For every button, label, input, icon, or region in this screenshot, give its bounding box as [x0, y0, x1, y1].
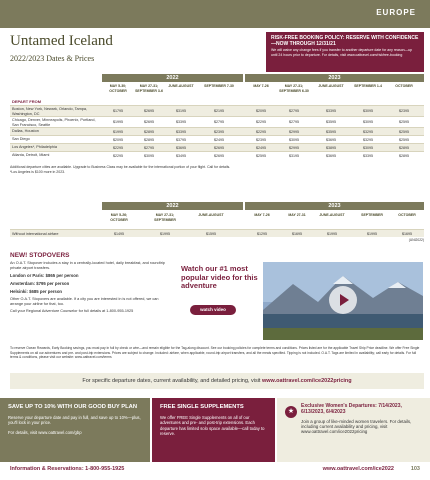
departure-city: Atlanta, Detroit, Miami — [12, 153, 50, 157]
promo-banner[interactable] — [266, 32, 424, 72]
top-header-bar — [0, 0, 430, 28]
table-notes — [10, 165, 424, 175]
price-cell: $2895 — [144, 129, 154, 134]
column-header: MAY 27-31; SEPTEMBER 6-30 — [279, 84, 309, 93]
price-cell: $2795 — [214, 120, 224, 125]
price-cell: $3695 — [326, 153, 336, 158]
price-cell: $3095 — [144, 153, 154, 158]
price-cell: $2395 — [399, 109, 409, 114]
price-cell: $3395 — [176, 129, 186, 134]
price-cell: $2895 — [144, 137, 154, 142]
pricing-table-land-only — [10, 202, 424, 242]
star-icon: ★ — [285, 406, 297, 418]
table-row — [10, 229, 424, 237]
price-cell: $2295 — [113, 153, 123, 158]
price-cell: $2695 — [144, 120, 154, 125]
price-cell: $2495 — [256, 145, 266, 150]
promo-body: We will waive any change fees if you transfer to another departure date for any reason—up until 24 hours prior to departure. For details, visit www.oattravel.com/riskfree-booking — [271, 48, 412, 57]
price-cell: $2595 — [399, 129, 409, 134]
stopovers-call: Call your Regional Adventure Counselor for full details at 1-800-955-1925 — [10, 309, 134, 313]
table-row — [10, 143, 424, 151]
price-cell: $1795 — [113, 109, 123, 114]
pricing-cta — [10, 373, 424, 389]
price-cell: $2995 — [289, 129, 299, 134]
depart-from-header: DEPART FROM — [12, 99, 42, 104]
video-thumbnail[interactable] — [263, 262, 423, 340]
price-cell: $2695 — [214, 153, 224, 158]
price-cell: $1695 — [402, 231, 412, 236]
video-promo — [181, 265, 259, 327]
price-cell: $2195 — [214, 109, 224, 114]
price-cell: $3895 — [326, 145, 336, 150]
column-header: JUNE-AUGUST — [318, 84, 344, 88]
trip-title: Untamed Iceland — [10, 33, 113, 49]
column-header: MAY 5-30; OCTOBER — [109, 84, 127, 93]
column-header: MAY 27-31 — [288, 213, 306, 217]
departure-city: Dallas, Houston — [12, 129, 39, 133]
column-header: JUNE-AUGUST — [198, 213, 224, 217]
stopovers-intro: An O.A.T. Stopover includes a stay in a centrally-located hotel, daily breakfast, and roundtrip private airport transfers. — [10, 261, 165, 270]
column-header: MAY 7-26 — [253, 84, 269, 88]
price-cell: $3395 — [326, 109, 336, 114]
table-row — [10, 151, 424, 159]
page-footer — [0, 462, 430, 480]
row-label: Without international airfare — [12, 231, 59, 236]
cta-prefix: For specific departure dates, current availability, and detailed pricing, visit — [82, 378, 261, 384]
good-buy-title: SAVE UP TO 10% WITH OUR GOOD BUY PLAN — [8, 404, 138, 410]
price-cell: $2795 — [144, 145, 154, 150]
trip-code: (UNI2022) — [408, 238, 424, 242]
price-cell: $2495 — [214, 137, 224, 142]
watch-video-button[interactable]: watch video — [190, 305, 236, 315]
stopover-helsinki: Helsinki: $685 per person — [10, 289, 63, 294]
price-cell: $1995 — [367, 231, 377, 236]
note-los-angeles: *Los Angeles is $100 more in 2023. — [10, 170, 66, 174]
price-cell: $2595 — [399, 120, 409, 125]
price-cell: $1995 — [160, 231, 170, 236]
price-cell: $2995 — [289, 145, 299, 150]
table-row — [10, 105, 424, 116]
price-cell: $2895 — [399, 153, 409, 158]
note-departure-cities: Additional departure cities are available. Upgrade to Business Class may be available for the international portion of your flight. Call for details. — [10, 165, 231, 169]
price-cell: $3095 — [363, 109, 373, 114]
good-buy-body: Reserve your departure date and pay in full, and save up to 10%—plus, you'll lock in your price. — [8, 414, 141, 425]
price-cell: $2695 — [144, 109, 154, 114]
stopovers-heading: NEW! STOPOVERS — [10, 252, 70, 259]
table-row — [10, 127, 424, 135]
departure-city: Los Angeles*, Philadelphia — [12, 145, 57, 149]
stopovers-extra: Other O.A.T. Stopovers are available. If a city you are interested in is not offered, we can arrange your airline for that, too. — [10, 297, 159, 306]
price-cell: $2295 — [256, 120, 266, 125]
stopovers-section — [10, 252, 170, 314]
departure-city: San Diego — [12, 137, 30, 141]
price-cell: $2095 — [256, 109, 266, 114]
single-supplements-body: We offer FREE Single Supplements on all of our adventures and pre- and post-trip extensions. Each departure has limited solo space available—call today to reserve. — [160, 414, 265, 436]
price-cell: $1295 — [257, 231, 267, 236]
play-icon[interactable] — [329, 286, 357, 314]
price-cell: $1595 — [206, 231, 216, 236]
departure-city: Boston, New York, Newark, Orlando, Tampa, Washington, DC — [12, 107, 88, 116]
price-cell: $1995 — [113, 129, 123, 134]
price-cell: $3695 — [326, 137, 336, 142]
year-header-2023: 2023 — [245, 74, 424, 82]
fine-print: To reserve Ocean Rewards, Early Booking savings, you must pay in full by check or wire—and remain eligible for the Tag-along discount. See our booking policies for complete terms and conditions. Prices listed are for the applicable Travel Ship Price deadline. We offer Free Single Supplements on all our adventures and pre- and post-trip extensions. Prices are subject to change. Included: airfare, when applicable, round-trip airport transfers, and all the meals specified. Tipping is not included. O.A.T. Tags are limited in availability; call early for details. For full terms & conditions, please visit our website: www.oattravel.com/terms — [10, 346, 420, 360]
price-cell: $3595 — [326, 129, 336, 134]
column-header: SEPTEMBER — [361, 213, 383, 217]
stopover-amsterdam: Amsterdam: $795 per person — [10, 281, 70, 286]
column-header: OCTOBER — [398, 213, 416, 217]
year-header-2022-land: 2022 — [102, 202, 243, 210]
price-cell: $3195 — [289, 153, 299, 158]
year-header-2023-land: 2023 — [245, 202, 424, 210]
price-cell: $3095 — [363, 145, 373, 150]
good-buy-link[interactable]: For details, visit www.oattravel.com/gbp — [8, 429, 82, 435]
price-cell: $2795 — [289, 109, 299, 114]
price-cell: $1495 — [114, 231, 124, 236]
region-label: EUROPE — [376, 8, 416, 17]
year-header-2022: 2022 — [102, 74, 243, 82]
column-header: SEPTEMBER 7-30 — [204, 84, 234, 88]
column-header: MAY 7-26 — [254, 213, 270, 217]
departure-city: Chicago, Denver, Minneapolis, Phoenix, Portland, San Francisco, Seattle — [12, 118, 96, 127]
table-row — [10, 135, 424, 143]
trip-subtitle: 2022/2023 Dates & Prices — [10, 54, 95, 63]
price-cell: $2595 — [256, 153, 266, 158]
price-cell: $3395 — [176, 120, 186, 125]
single-supplements-title: FREE SINGLE SUPPLEMENTS — [160, 404, 244, 410]
price-cell: $2395 — [214, 129, 224, 134]
womens-departures-body[interactable]: Join a group of like-minded women travelers. For details, including current availability and pricing, visit www.oattravel.com/ice2022pricing — [301, 419, 412, 435]
price-cell: $3095 — [289, 137, 299, 142]
price-cell: $2595 — [399, 137, 409, 142]
price-cell: $3195 — [176, 109, 186, 114]
price-cell: $3495 — [176, 153, 186, 158]
price-cell: $2795 — [289, 120, 299, 125]
price-cell: $3095 — [363, 120, 373, 125]
price-cell: $2095 — [113, 137, 123, 142]
promo-headline: RISK-FREE BOOKING POLICY: RESERVE WITH CONFIDENCE—NOW THROUGH 12/31/21 — [271, 35, 419, 47]
price-cell: $2695 — [214, 145, 224, 150]
column-header: JUNE-AUGUST — [168, 84, 194, 88]
price-cell: $1995 — [113, 120, 123, 125]
stopover-london-paris: London or Paris: $865 per person — [10, 273, 79, 278]
column-header: SEPTEMBER 1-4 — [354, 84, 382, 88]
footer-phone[interactable]: Information & Reservations: 1-800-955-1925 — [10, 466, 125, 472]
column-header: MAY 5-26; OCTOBER — [110, 213, 128, 222]
column-header: MAY 27-31; SEPTEMBER — [154, 213, 176, 222]
footer-url[interactable]: www.oattravel.com/ice2022 — [322, 466, 394, 472]
video-headline: Watch our #1 most popular video for this adventure — [181, 264, 258, 290]
price-cell: $3295 — [363, 129, 373, 134]
cta-link[interactable]: www.oattravel.com/ice2022pricing — [261, 378, 352, 384]
column-header: MAY 27-31; SEPTEMBER 3-6 — [135, 84, 163, 93]
womens-departures-title: Exclusive Women's Departures: 7/14/2023, 6/13/2023, 6/4/2023 — [301, 403, 402, 415]
price-cell: $3395 — [363, 153, 373, 158]
table-row — [10, 116, 424, 127]
page-number: 103 — [410, 466, 420, 472]
price-cell: $3795 — [176, 137, 186, 142]
price-cell: $2295 — [113, 145, 123, 150]
price-cell: $3695 — [176, 145, 186, 150]
column-header: JUNE-AUGUST — [319, 213, 345, 217]
price-cell: $2895 — [399, 145, 409, 150]
price-cell: $3295 — [363, 137, 373, 142]
column-header: OCTOBER — [395, 84, 413, 88]
price-cell: $2295 — [256, 129, 266, 134]
price-cell: $1995 — [327, 231, 337, 236]
price-cell: $1695 — [292, 231, 302, 236]
price-cell: $2395 — [256, 137, 266, 142]
price-cell: $3595 — [326, 120, 336, 125]
